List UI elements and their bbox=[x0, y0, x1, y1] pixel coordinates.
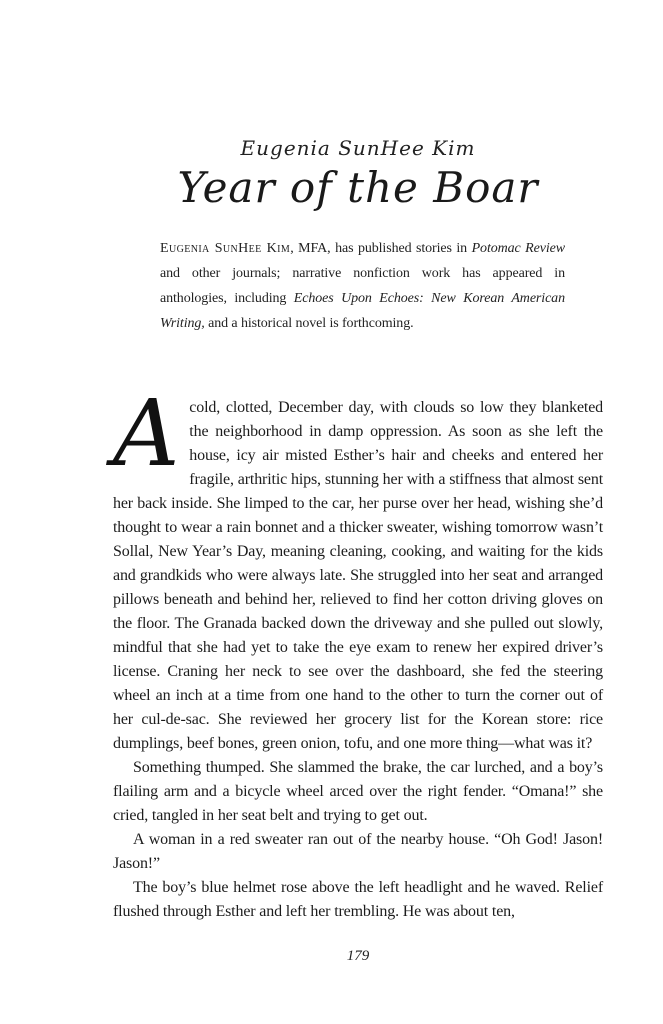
contributor-bio bbox=[113, 236, 603, 336]
paragraph-text: The boy’s blue helmet rose above the left headlight and he waved. Relief flushed through Esther and left her trembling. He was about ten, bbox=[113, 879, 603, 920]
paragraph-text: cold, clotted, December day, with clouds so low they blanketed the neighborhood in damp oppression. As soon as she left the house, icy air misted Esther’s hair and cheeks and entered her fragile, arthritic hips, stunning her with a stiffness that almost sent her back inside. She limped to the car, her purse over her head, wishing she’d thought to wear a rain bonnet and a thicker sweater, wishing tomorrow wasn’t Sollal, New Year’s Day, meaning cleaning, cooking, and waiting for the kids and grandkids who were always late. She struggled into her seat and arranged pillows beneath and behind her, relieved to find her cotton driving gloves on the floor. The Granada backed down the driveway and she pulled out slowly, mindful that she had yet to take the eye exam to renew her expired driver’s license. Craning her neck to see over the dashboard, she fed the steering wheel an inch at a time from one hand to the other to turn the corner out of her cul-de-sac. She reviewed her grocery list for the Korean store: rice dumplings, beef bones, green onion, tofu, and one more thing—what was it? bbox=[113, 399, 603, 752]
story-paragraph bbox=[113, 756, 603, 828]
story-title: Year of the Boar bbox=[177, 163, 539, 212]
content-column bbox=[113, 0, 603, 924]
paragraph-text: Something thumped. She slammed the brake, the car lurched, and a boy’s flailing arm and a bicycle wheel arced over the right fender. “Omana!” she cried, tangled in her seat belt and trying to get out. bbox=[113, 759, 603, 824]
story-paragraph bbox=[113, 876, 603, 924]
bio-text: and other journals; narrative nonfiction work has appeared in anthologies, including bbox=[160, 266, 565, 306]
story-paragraph bbox=[113, 380, 603, 756]
story-body bbox=[113, 380, 603, 924]
page-number: 179 bbox=[346, 948, 370, 964]
bio-work-title: Echoes Upon Echoes: New Korean American Writing, bbox=[160, 291, 565, 331]
paragraph-text: A woman in a red sweater ran out of the nearby house. “Oh God! Jason! Jason!” bbox=[113, 831, 603, 872]
bio-work-title: Potomac Review bbox=[471, 241, 566, 256]
story-paragraph bbox=[113, 828, 603, 876]
drop-cap: A bbox=[113, 380, 180, 487]
bio-author-name: Eugenia SunHee Kim bbox=[160, 241, 291, 256]
bio-text: , MFA, has published stories in bbox=[290, 241, 472, 256]
author-name: Eugenia SunHee Kim bbox=[240, 136, 476, 160]
bio-text: and a historical novel is forthcoming. bbox=[204, 316, 414, 331]
